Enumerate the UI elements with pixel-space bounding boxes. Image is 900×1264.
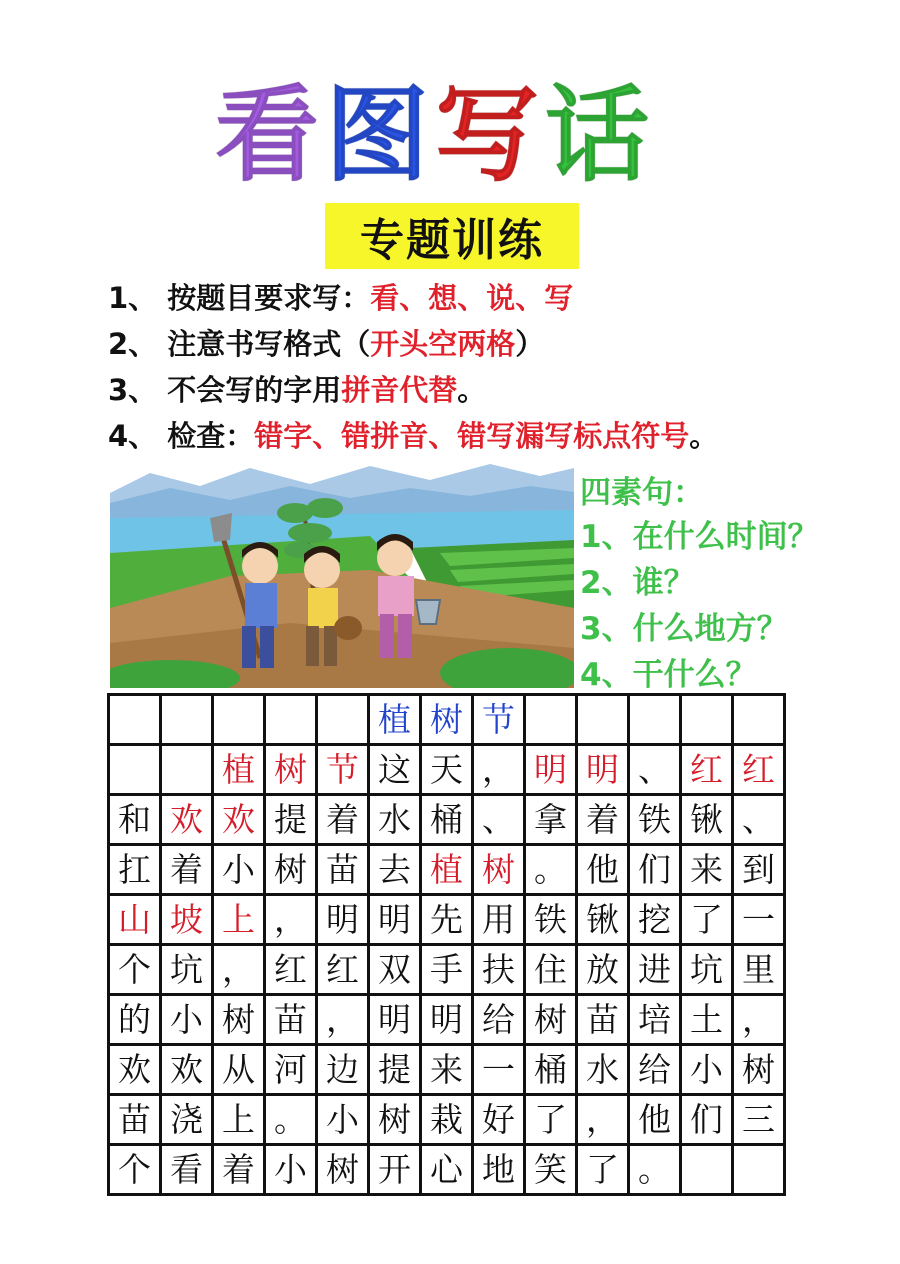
grid-cell: 明	[577, 745, 629, 795]
grid-cell: 笑	[525, 1145, 577, 1195]
grid-cell: 从	[213, 1045, 265, 1095]
grid-cell: 节	[473, 695, 525, 745]
grid-cell: ，	[265, 895, 317, 945]
grid-row	[109, 895, 785, 945]
grid-cell: 红	[265, 945, 317, 995]
grid-cell: 欢	[161, 795, 213, 845]
grid-cell: 树	[733, 1045, 785, 1095]
grid-cell: 提	[265, 795, 317, 845]
grid-cell: 一	[473, 1045, 525, 1095]
grid-cell: 明	[369, 895, 421, 945]
grid-cell: 来	[681, 845, 733, 895]
grid-cell: 桶	[421, 795, 473, 845]
grid-cell: 看	[161, 1145, 213, 1195]
grid-cell: 铁	[525, 895, 577, 945]
grid-cell: 坡	[161, 895, 213, 945]
children-planting-tree-illustration	[110, 458, 574, 688]
grid-cell: 这	[369, 745, 421, 795]
rule-text: 4、 检查：	[108, 419, 255, 453]
grid-cell: 土	[681, 995, 733, 1045]
grid-cell: 、	[733, 795, 785, 845]
grid-cell: 进	[629, 945, 681, 995]
grid-cell: 山	[109, 895, 161, 945]
four-elements-item: 2、谁？	[580, 565, 695, 601]
grid-cell: ，	[317, 995, 369, 1045]
grid-cell: 、	[473, 795, 525, 845]
grid-cell: 锹	[681, 795, 733, 845]
rule-item	[108, 321, 868, 367]
title-char: 看	[215, 73, 320, 196]
grid-cell: 他	[629, 1095, 681, 1145]
grid-cell: 欢	[213, 795, 265, 845]
grid-cell: 边	[317, 1045, 369, 1095]
grid-cell: 们	[629, 845, 681, 895]
grid-cell: 、	[629, 745, 681, 795]
rule-suffix: 。	[689, 419, 719, 453]
grid-cell: ，	[473, 745, 525, 795]
grid-cell: 拿	[525, 795, 577, 845]
grid-row	[109, 1095, 785, 1145]
grid-row	[109, 845, 785, 895]
grid-cell: 三	[733, 1095, 785, 1145]
grid-cell: 植	[213, 745, 265, 795]
grid-cell	[733, 1145, 785, 1195]
grid-cell: 挖	[629, 895, 681, 945]
grid-cell: 明	[525, 745, 577, 795]
grid-cell	[161, 745, 213, 795]
grid-cell: 着	[317, 795, 369, 845]
subtitle: 专题训练	[325, 203, 579, 269]
grid-cell: 他	[577, 845, 629, 895]
grid-cell: 个	[109, 945, 161, 995]
grid-cell	[733, 695, 785, 745]
grid-cell: 小	[265, 1145, 317, 1195]
grid-row	[109, 695, 785, 745]
grid-cell: 桶	[525, 1045, 577, 1095]
grid-cell: 欢	[109, 1045, 161, 1095]
grid-cell: 和	[109, 795, 161, 845]
grid-cell	[681, 1145, 733, 1195]
grid-cell: 树	[317, 1145, 369, 1195]
grid-cell: 小	[681, 1045, 733, 1095]
grid-cell: 到	[733, 845, 785, 895]
grid-cell	[681, 695, 733, 745]
grid-cell: 给	[629, 1045, 681, 1095]
grid-cell: 好	[473, 1095, 525, 1145]
grid-cell: ，	[577, 1095, 629, 1145]
grid-cell: 苗	[577, 995, 629, 1045]
rule-item	[108, 275, 868, 321]
grid-cell: 着	[161, 845, 213, 895]
grid-cell: 扶	[473, 945, 525, 995]
grid-cell: 明	[317, 895, 369, 945]
grid-cell: 开	[369, 1145, 421, 1195]
grid-cell	[161, 695, 213, 745]
four-elements-item: 4、干什么？	[580, 657, 757, 693]
grid-cell: 了	[681, 895, 733, 945]
rule-item	[108, 413, 868, 459]
grid-cell: 小	[317, 1095, 369, 1145]
grid-cell: 水	[577, 1045, 629, 1095]
grid-cell: 水	[369, 795, 421, 845]
grid-cell: 双	[369, 945, 421, 995]
title-char: 写	[435, 73, 540, 196]
grid-cell: 锹	[577, 895, 629, 945]
grid-cell: 欢	[161, 1045, 213, 1095]
grid-cell: 来	[421, 1045, 473, 1095]
grid-cell: 植	[369, 695, 421, 745]
grid-cell: 明	[369, 995, 421, 1045]
grid-cell: 们	[681, 1095, 733, 1145]
grid-cell: 树	[421, 695, 473, 745]
grid-cell: 扛	[109, 845, 161, 895]
grid-cell: ，	[213, 945, 265, 995]
grid-cell: 树	[265, 745, 317, 795]
grid-cell: 苗	[265, 995, 317, 1045]
grid-cell	[317, 695, 369, 745]
grid-cell	[213, 695, 265, 745]
rule-text: 1、 按题目要求写：	[108, 281, 371, 315]
grid-cell	[525, 695, 577, 745]
grid-row	[109, 1045, 785, 1095]
rule-item	[108, 367, 868, 413]
rules-list	[108, 275, 868, 459]
grid-cell: 地	[473, 1145, 525, 1195]
four-elements-item: 1、在什么时间？	[580, 519, 819, 555]
grid-cell: 。	[265, 1095, 317, 1145]
grid-cell: 节	[317, 745, 369, 795]
grid-cell: 。	[629, 1145, 681, 1195]
grid-cell: 着	[213, 1145, 265, 1195]
grid-cell	[109, 695, 161, 745]
grid-cell: 放	[577, 945, 629, 995]
grid-cell: 苗	[317, 845, 369, 895]
rule-highlight: 开头空两格	[370, 327, 516, 361]
grid-cell: 给	[473, 995, 525, 1045]
grid-cell	[577, 695, 629, 745]
grid-cell: 苗	[109, 1095, 161, 1145]
grid-cell: 天	[421, 745, 473, 795]
grid-cell: 了	[525, 1095, 577, 1145]
main-title	[215, 72, 685, 197]
grid-cell: 树	[525, 995, 577, 1045]
grid-cell: 去	[369, 845, 421, 895]
rule-highlight: 拼音代替	[341, 373, 458, 407]
rule-text: 2、 注意书写格式（	[108, 327, 371, 361]
grid-cell: 上	[213, 895, 265, 945]
grid-cell: 着	[577, 795, 629, 845]
grid-row	[109, 745, 785, 795]
grid-cell: 明	[421, 995, 473, 1045]
title-char: 图	[325, 73, 430, 196]
grid-cell: 栽	[421, 1095, 473, 1145]
grid-cell: 上	[213, 1095, 265, 1145]
rule-highlight: 错字、错拼音、错写漏写标点符号	[254, 419, 690, 453]
grid-cell: 红	[733, 745, 785, 795]
grid-cell: 浇	[161, 1095, 213, 1145]
grid-cell: 坑	[161, 945, 213, 995]
grid-cell: 。	[525, 845, 577, 895]
writing-grid	[107, 693, 786, 1196]
grid-cell: 了	[577, 1145, 629, 1195]
grid-cell: 植	[421, 845, 473, 895]
grid-cell: 树	[213, 995, 265, 1045]
title-char: 话	[545, 73, 650, 196]
grid-cell	[629, 695, 681, 745]
grid-cell: ，	[733, 995, 785, 1045]
grid-cell: 手	[421, 945, 473, 995]
grid-cell: 用	[473, 895, 525, 945]
rule-suffix: ）	[515, 327, 545, 361]
grid-cell: 树	[473, 845, 525, 895]
rule-text: 3、 不会写的字用	[108, 373, 342, 407]
grid-row	[109, 795, 785, 845]
grid-cell: 树	[369, 1095, 421, 1145]
grid-row	[109, 1145, 785, 1195]
grid-cell: 红	[681, 745, 733, 795]
grid-cell	[109, 745, 161, 795]
grid-cell: 培	[629, 995, 681, 1045]
grid-cell: 小	[213, 845, 265, 895]
grid-cell: 坑	[681, 945, 733, 995]
grid-cell: 铁	[629, 795, 681, 845]
grid-row	[109, 995, 785, 1045]
grid-cell: 小	[161, 995, 213, 1045]
grid-cell: 的	[109, 995, 161, 1045]
grid-cell: 树	[265, 845, 317, 895]
rule-suffix: 。	[457, 373, 487, 407]
grid-cell: 河	[265, 1045, 317, 1095]
grid-cell: 先	[421, 895, 473, 945]
grid-cell	[265, 695, 317, 745]
grid-cell: 红	[317, 945, 369, 995]
rule-highlight: 看、想、说、写	[370, 281, 574, 315]
four-elements-title: 四素句：	[580, 475, 704, 511]
grid-cell: 住	[525, 945, 577, 995]
four-elements-item: 3、什么地方？	[580, 611, 788, 647]
grid-row	[109, 945, 785, 995]
grid-cell: 心	[421, 1145, 473, 1195]
grid-cell: 里	[733, 945, 785, 995]
grid-cell: 一	[733, 895, 785, 945]
grid-cell: 提	[369, 1045, 421, 1095]
grid-cell: 个	[109, 1145, 161, 1195]
